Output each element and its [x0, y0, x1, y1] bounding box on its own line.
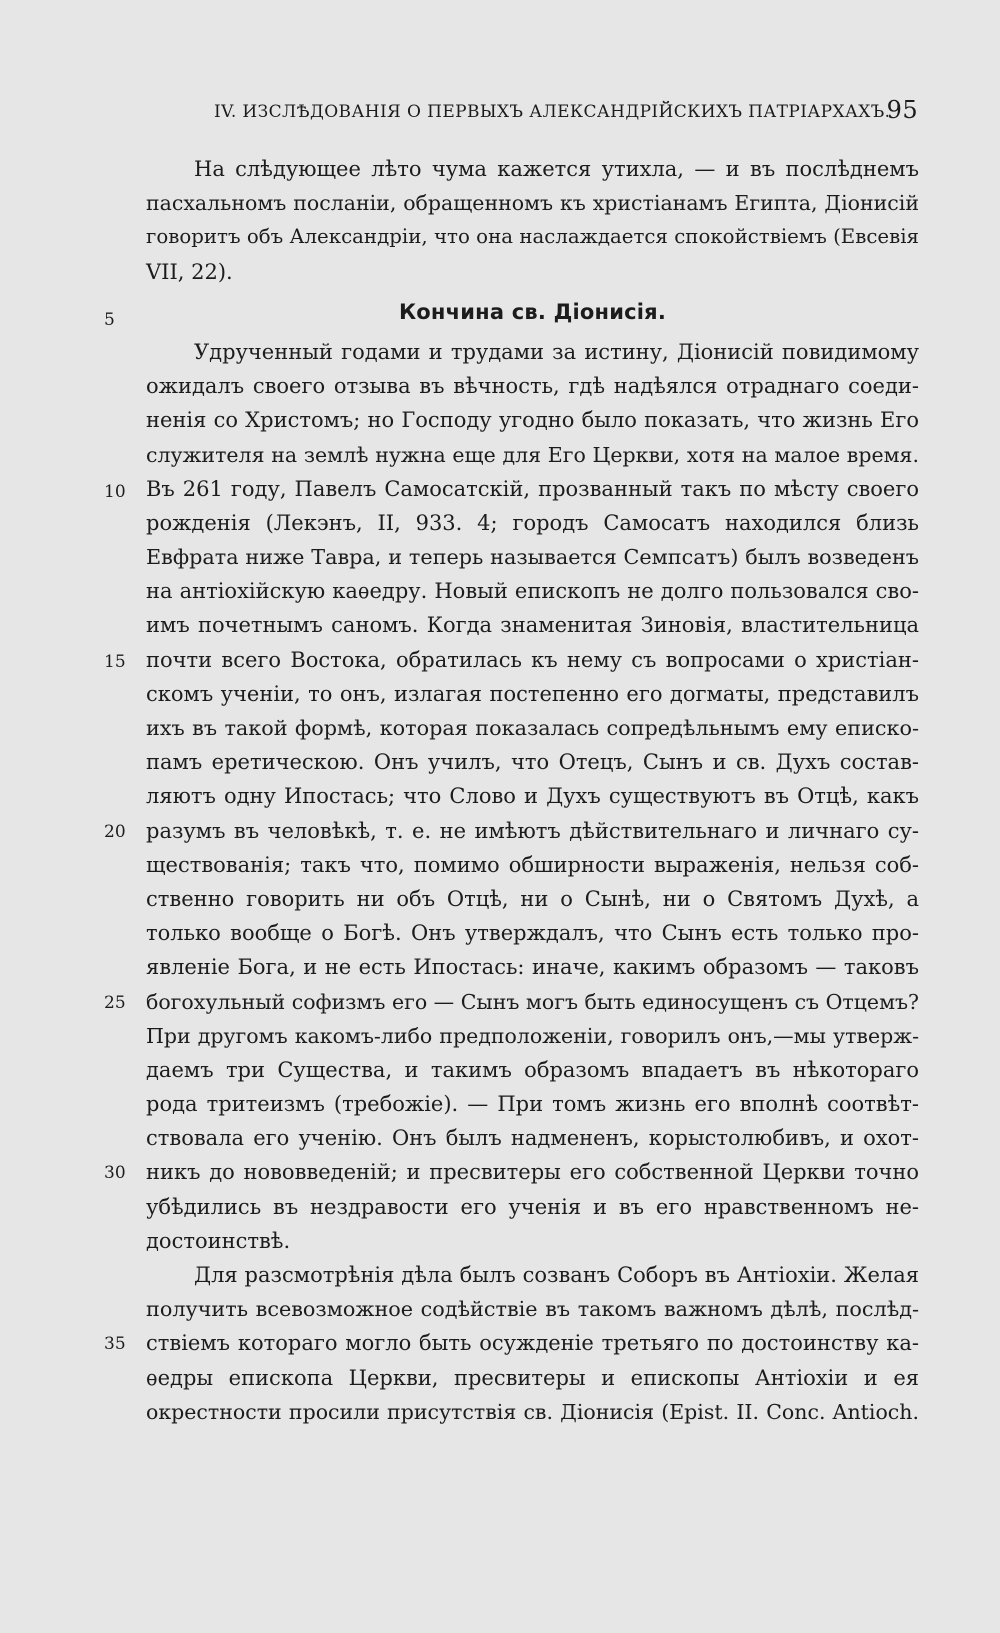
text-line: рода тритеизмъ (требожіе). — При томъ жизнь его вполнѣ соотвѣт-	[146, 1092, 919, 1117]
page-number: 95	[886, 96, 918, 124]
text-line: ствіемъ котораго могло быть осужденіе третьяго по достоинству ка-	[146, 1331, 919, 1356]
text-line: окрестности просили присутствія св. Діонисія (Epist. II. Conc. Antioch.	[146, 1399, 919, 1424]
text-line: почти всего Востока, обратилась къ нему съ вопросами о христіан-	[146, 647, 919, 672]
line-number-20: 20	[104, 822, 126, 842]
text-line: ихъ въ такой формѣ, которая показалась сопредѣльнымъ ему еписко-	[146, 716, 919, 740]
text-line: Удрученный годами и трудами за истину, Діонисій повидимому	[194, 339, 919, 364]
page-body	[146, 152, 919, 1429]
text-line: на антіохійскую каѳедру. Новый епископъ не долго пользовался сво-	[146, 579, 919, 604]
text-line: ожидалъ своего отзыва въ вѣчность, гдѣ надѣялся отраднаго соеди-	[146, 374, 919, 399]
text-line: При другомъ какомъ-либо предположеніи, говорилъ онъ,—мы утверж-	[146, 1023, 919, 1048]
running-title: IV. ИЗСЛѢДОВАНІЯ О ПЕРВЫХЪ АЛЕКСАНДРІЙСКИХЪ ПАТРІАРХАХЪ.	[214, 102, 891, 122]
line-number-10: 10	[104, 482, 126, 502]
text-line: скомъ ученіи, то онъ, излагая постепенно его догматы, представилъ	[146, 681, 919, 706]
text-line: только вообще о Богѣ. Онъ утверждалъ, что Сынъ есть только про-	[146, 921, 919, 946]
line-number-30: 30	[104, 1163, 126, 1183]
text-line: достоинствѣ.	[146, 1228, 291, 1253]
text-line: Для разсмотрѣнія дѣла былъ созванъ Соборъ въ Антіохіи. Желая	[194, 1263, 919, 1287]
text-line: рожденія (Лекэнъ, II, 933. 4; городъ Самосатъ находился близь	[146, 510, 919, 535]
text-line: ственно говорить ни объ Отцѣ, ни о Сынѣ, ни о Святомъ Духѣ, а	[146, 886, 919, 911]
text-line: даемъ три Существа, и такимъ образомъ впадаетъ въ нѣкотораго	[146, 1057, 919, 1082]
text-line: разумъ въ человѣкѣ, т. е. не имѣютъ дѣйствительнаго и личнаго су-	[146, 818, 919, 843]
text-line: памъ еретическою. Онъ училъ, что Отецъ, Сынъ и св. Духъ состав-	[146, 750, 919, 775]
line-number-25: 25	[104, 993, 126, 1013]
text-line: никъ до нововведеній; и пресвитеры его собственной Церкви точно	[146, 1160, 919, 1185]
text-line: На слѣдующее лѣто чума кажется утихла, — и въ послѣднемъ	[194, 157, 919, 181]
line-number-35: 35	[104, 1334, 126, 1354]
text-line: служителя на землѣ нужна еще для Его Церкви, хотя на малое время.	[146, 442, 919, 467]
text-line: явленіе Бога, и не есть Ипостась: иначе, какимъ образомъ — таковъ	[146, 955, 919, 980]
text-line: богохульный софизмъ его — Сынъ могъ быть единосущенъ съ Отцемъ?	[146, 989, 920, 1014]
text-line: получить всевозможное содѣйствіе въ такомъ важномъ дѣлѣ, послѣд-	[146, 1297, 919, 1322]
line-number-5: 5	[104, 310, 115, 330]
text-line: Въ 261 году, Павелъ Самосатскій, прозванный такъ по мѣсту своего	[146, 476, 919, 501]
text-line: Евфрата ниже Тавра, и теперь называется Семпсатъ) былъ возведенъ	[146, 545, 919, 570]
text-line: ляютъ одну Ипостась; что Слово и Духъ существуютъ въ Отцѣ, какъ	[146, 784, 919, 809]
text-line: имъ почетнымъ саномъ. Когда знаменитая Зиновія, властительница	[146, 613, 919, 638]
line-number-15: 15	[104, 652, 126, 672]
section-heading: Кончина св. Діонисія.	[398, 299, 667, 324]
running-header	[214, 96, 918, 130]
text-line: ствовала его ученію. Онъ былъ надмененъ, корыстолюбивъ, и охот-	[146, 1126, 919, 1151]
text-line: убѣдились въ нездравости его ученія и въ его нравственномъ не-	[146, 1194, 919, 1219]
text-line: говоритъ объ Александріи, что она наслаждается спокойствіемъ (Евсевія	[146, 225, 919, 249]
text-line: VII, 22).	[146, 259, 233, 284]
text-line: ненія со Христомъ; но Господу угодно было показать, что жизнь Его	[146, 408, 919, 433]
text-line: ѳедры епископа Церкви, пресвитеры и епископы Антіохіи и ея	[146, 1365, 919, 1390]
text-line: пасхальномъ посланіи, обращенномъ къ христіанамъ Египта, Діонисій	[146, 191, 919, 216]
text-line: ществованія; такъ что, помимо обширности выраженія, нельзя соб-	[146, 852, 919, 877]
